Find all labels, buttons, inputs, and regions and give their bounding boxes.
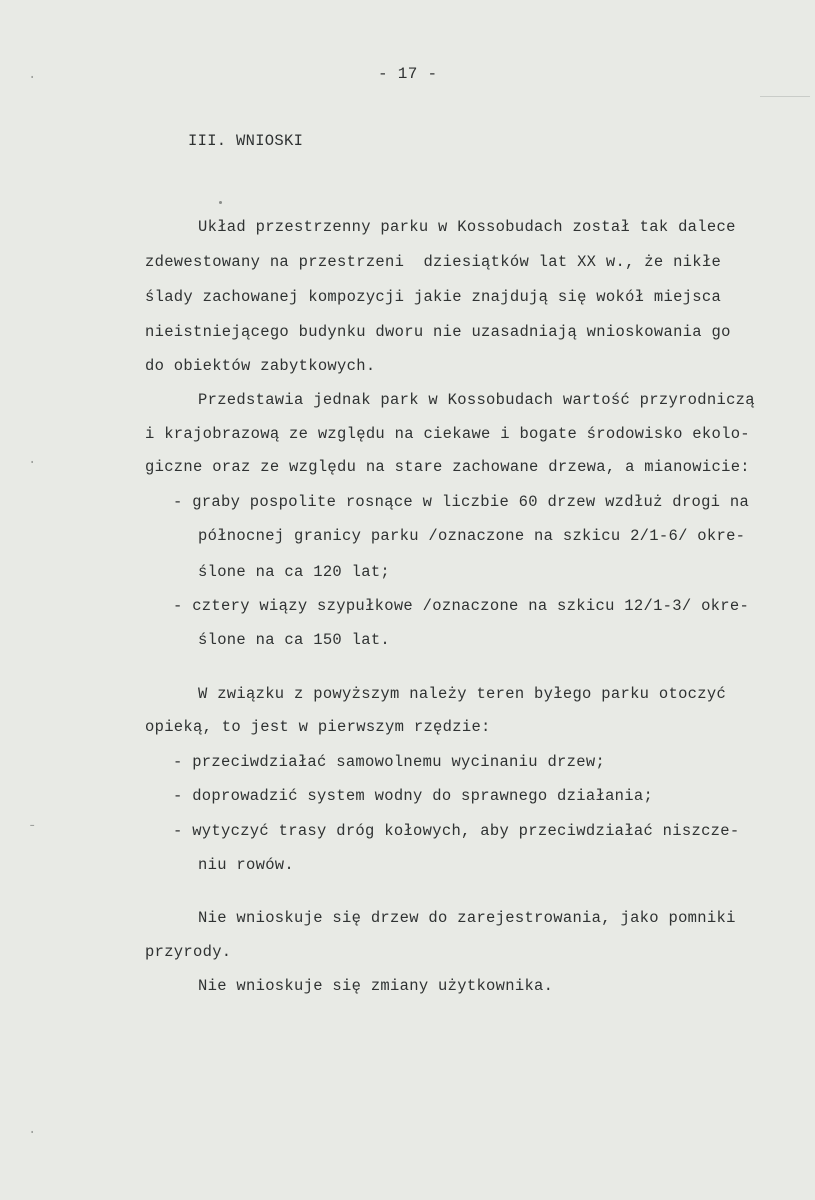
text-line: ślone na ca 120 lat; (198, 563, 391, 581)
text-line: północnej granicy parku /oznaczone na szkicu 2/1-6/ okre- (198, 527, 746, 545)
text-line: W związku z powyższym należy teren byłego parku otoczyć (198, 685, 727, 703)
text-line: nieistniejącego budynku dworu nie uzasadniają wnioskowania go (145, 323, 731, 341)
margin-mark: · (28, 455, 37, 471)
text-line: Przedstawia jednak park w Kossobudach wartość przyrodniczą (198, 391, 755, 409)
text-line: Nie wnioskuje się zmiany użytkownika. (198, 977, 554, 995)
margin-mark: · (28, 70, 37, 86)
text-line: przyrody. (145, 943, 232, 961)
section-heading: III. WNIOSKI (188, 132, 304, 150)
text-line: Układ przestrzenny parku w Kossobudach został tak dalece (198, 218, 736, 236)
text-line: zdewestowany na przestrzeni dziesiątków lat XX w., że nikłe (145, 253, 722, 271)
list-item: - przeciwdziałać samowolnemu wycinaniu drzew; (173, 753, 606, 771)
text-line: ślady zachowanej kompozycji jakie znajdują się wokół miejsca (145, 288, 722, 306)
ink-speck (219, 201, 222, 204)
list-item: - doprowadzić system wodny do sprawnego działania; (173, 787, 654, 805)
text-line: niu rowów. (198, 856, 295, 874)
margin-mark: - (28, 818, 37, 834)
margin-rule (760, 96, 810, 97)
text-line: Nie wnioskuje się drzew do zarejestrowania, jako pomniki (198, 909, 736, 927)
text-line: ślone na ca 150 lat. (198, 631, 391, 649)
list-item: - graby pospolite rosnące w liczbie 60 drzew wzdłuż drogi na (173, 493, 750, 511)
text-line: i krajobrazową ze względu na ciekawe i bogate środowisko ekolo- (145, 425, 750, 443)
text-line: do obiektów zabytkowych. (145, 357, 376, 375)
list-item: - cztery wiązy szypułkowe /oznaczone na szkicu 12/1-3/ okre- (173, 597, 750, 615)
margin-mark: · (28, 1125, 37, 1141)
list-item: - wytyczyć trasy dróg kołowych, aby przeciwdziałać niszcze- (173, 822, 740, 840)
page-number: - 17 - (378, 65, 438, 83)
text-line: giczne oraz ze względu na stare zachowane drzewa, a mianowicie: (145, 458, 750, 476)
text-line: opieką, to jest w pierwszym rzędzie: (145, 718, 491, 736)
